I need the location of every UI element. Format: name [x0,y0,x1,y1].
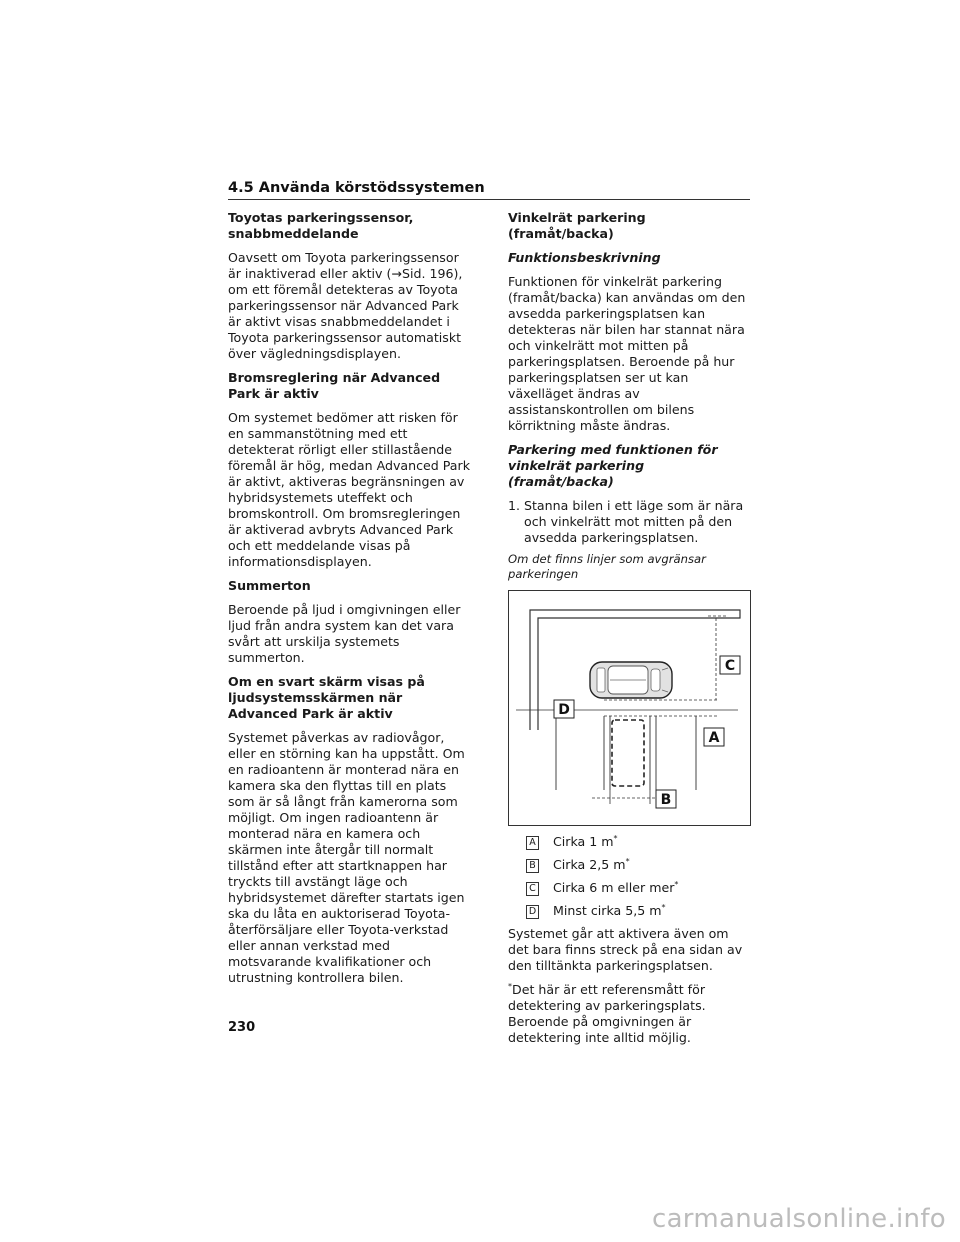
legend-item-a [526,834,752,850]
block-heading: Om en svart skärm visas på ljudsystemsskärmen när Advanced Park är aktiv [228,674,425,721]
parking-diagram [508,590,752,826]
legend-text: Minst cirka 5,5 m* [553,902,666,918]
car-icon [590,662,672,698]
step-number: 1. [508,498,521,513]
legend-letter: C [526,882,539,896]
diagram-caption: Om det finns linjer som avgränsar parkeringen [508,552,706,581]
procedure-heading: Parkering med funktionen för vinkelrät parkering (framåt/backa) [508,442,718,489]
watermark: carmanualsonline.info [651,1204,946,1234]
block-heading: Bromsreglering när Advanced Park är aktiv [228,370,441,401]
function-description-text: Funktionen för vinkelrät parkering (framåt/backa) kan användas om den avsedda parkeringsplatsen kan detekteras när bilen har stannat nära och vinkelrätt mot mitten på parkeringsplatsen. Beroende på hur parkeringsplatsen ser ut kan växelläget ändras av assistanskontrollen om bilens körriktning måste ändras. [508,274,746,433]
footnote: *Det här är ett referensmått för detektering av parkeringsplats. Beroende på omgivningen är detektering inte alltid möjlig. [508,981,706,1045]
label-c: C [724,658,736,674]
diagram-frame [509,591,751,826]
step-1 [508,498,752,546]
legend-letter: A [526,836,539,850]
legend-item-d [526,903,752,919]
function-description-heading: Funktionsbeskrivning [508,250,661,265]
block-heading: Summerton [228,578,311,593]
section-title: 4.5 Använda körstödssystemen [228,180,485,196]
label-d: D [558,702,570,718]
legend-text: Cirka 6 m eller mer* [553,879,679,895]
block-text: Systemet påverkas av radiovågor, eller en störning kan ha uppstått. Om en radioantenn är monterad nära en kamera ska den flyttas till en plats som är så långt från kamerorna som möjligt. Om ingen radioantenn är monterad nära en kamera och skärmen inte återgår till normalt tillstånd efter att startknappen har tryckts till avstängt läge och hybridsystemet därefter startats igen ska du låta en auktoriserad Toyota-återförsäljare eller Toyota-verkstad eller annan verkstad med motsvarande kvalifikationer och utrustning kontrollera bilen. [228,730,465,985]
block-text: Beroende på ljud i omgivningen eller ljud från andra system kan det vara svårt att urskilja systemets summerton. [228,602,461,665]
right-column [508,210,752,1054]
page-number: 230 [228,1020,256,1035]
after-legend-text: Systemet går att aktivera även om det bara finns streck på ena sidan av den tilltänkta parkeringsplatsen. [508,926,743,973]
block-heading: Toyotas parkeringssensor, snabbmeddelande [228,210,414,241]
label-a: A [708,730,720,746]
legend-text: Cirka 1 m* [553,833,618,849]
step-text: Stanna bilen i ett läge som är nära och vinkelrätt mot mitten på den avsedda parkeringsplatsen. [524,498,744,545]
section-divider [228,199,750,200]
left-column [228,210,470,994]
legend-item-c [526,880,752,896]
label-b: B [660,792,672,808]
block-text: Oavsett om Toyota parkeringssensor är inaktiverad eller aktiv (→Sid. 196), om ett föremål detekteras av Toyota parkeringssensor när Advanced Park är aktivt visas snabbmeddelandet i Toyota parkeringssensor automatiskt över vägledningsdisplayen. [228,250,463,361]
legend-item-b [526,857,752,873]
right-heading: Vinkelrät parkering (framåt/backa) [508,210,646,241]
legend-letter: D [526,905,539,919]
block-text: Om systemet bedömer att risken för en sammanstötning med ett detekterat rörligt eller stillastående föremål är hög, medan Advanced Park är aktivt, aktiveras begränsningen av hybridsystemets uteffekt och bromskontroll. Om bromsregleringen är aktiverad avbryts Advanced Park och ett meddelande visas på informationsdisplayen. [228,410,470,569]
legend-text: Cirka 2,5 m* [553,856,630,872]
legend-letter: B [526,859,539,873]
